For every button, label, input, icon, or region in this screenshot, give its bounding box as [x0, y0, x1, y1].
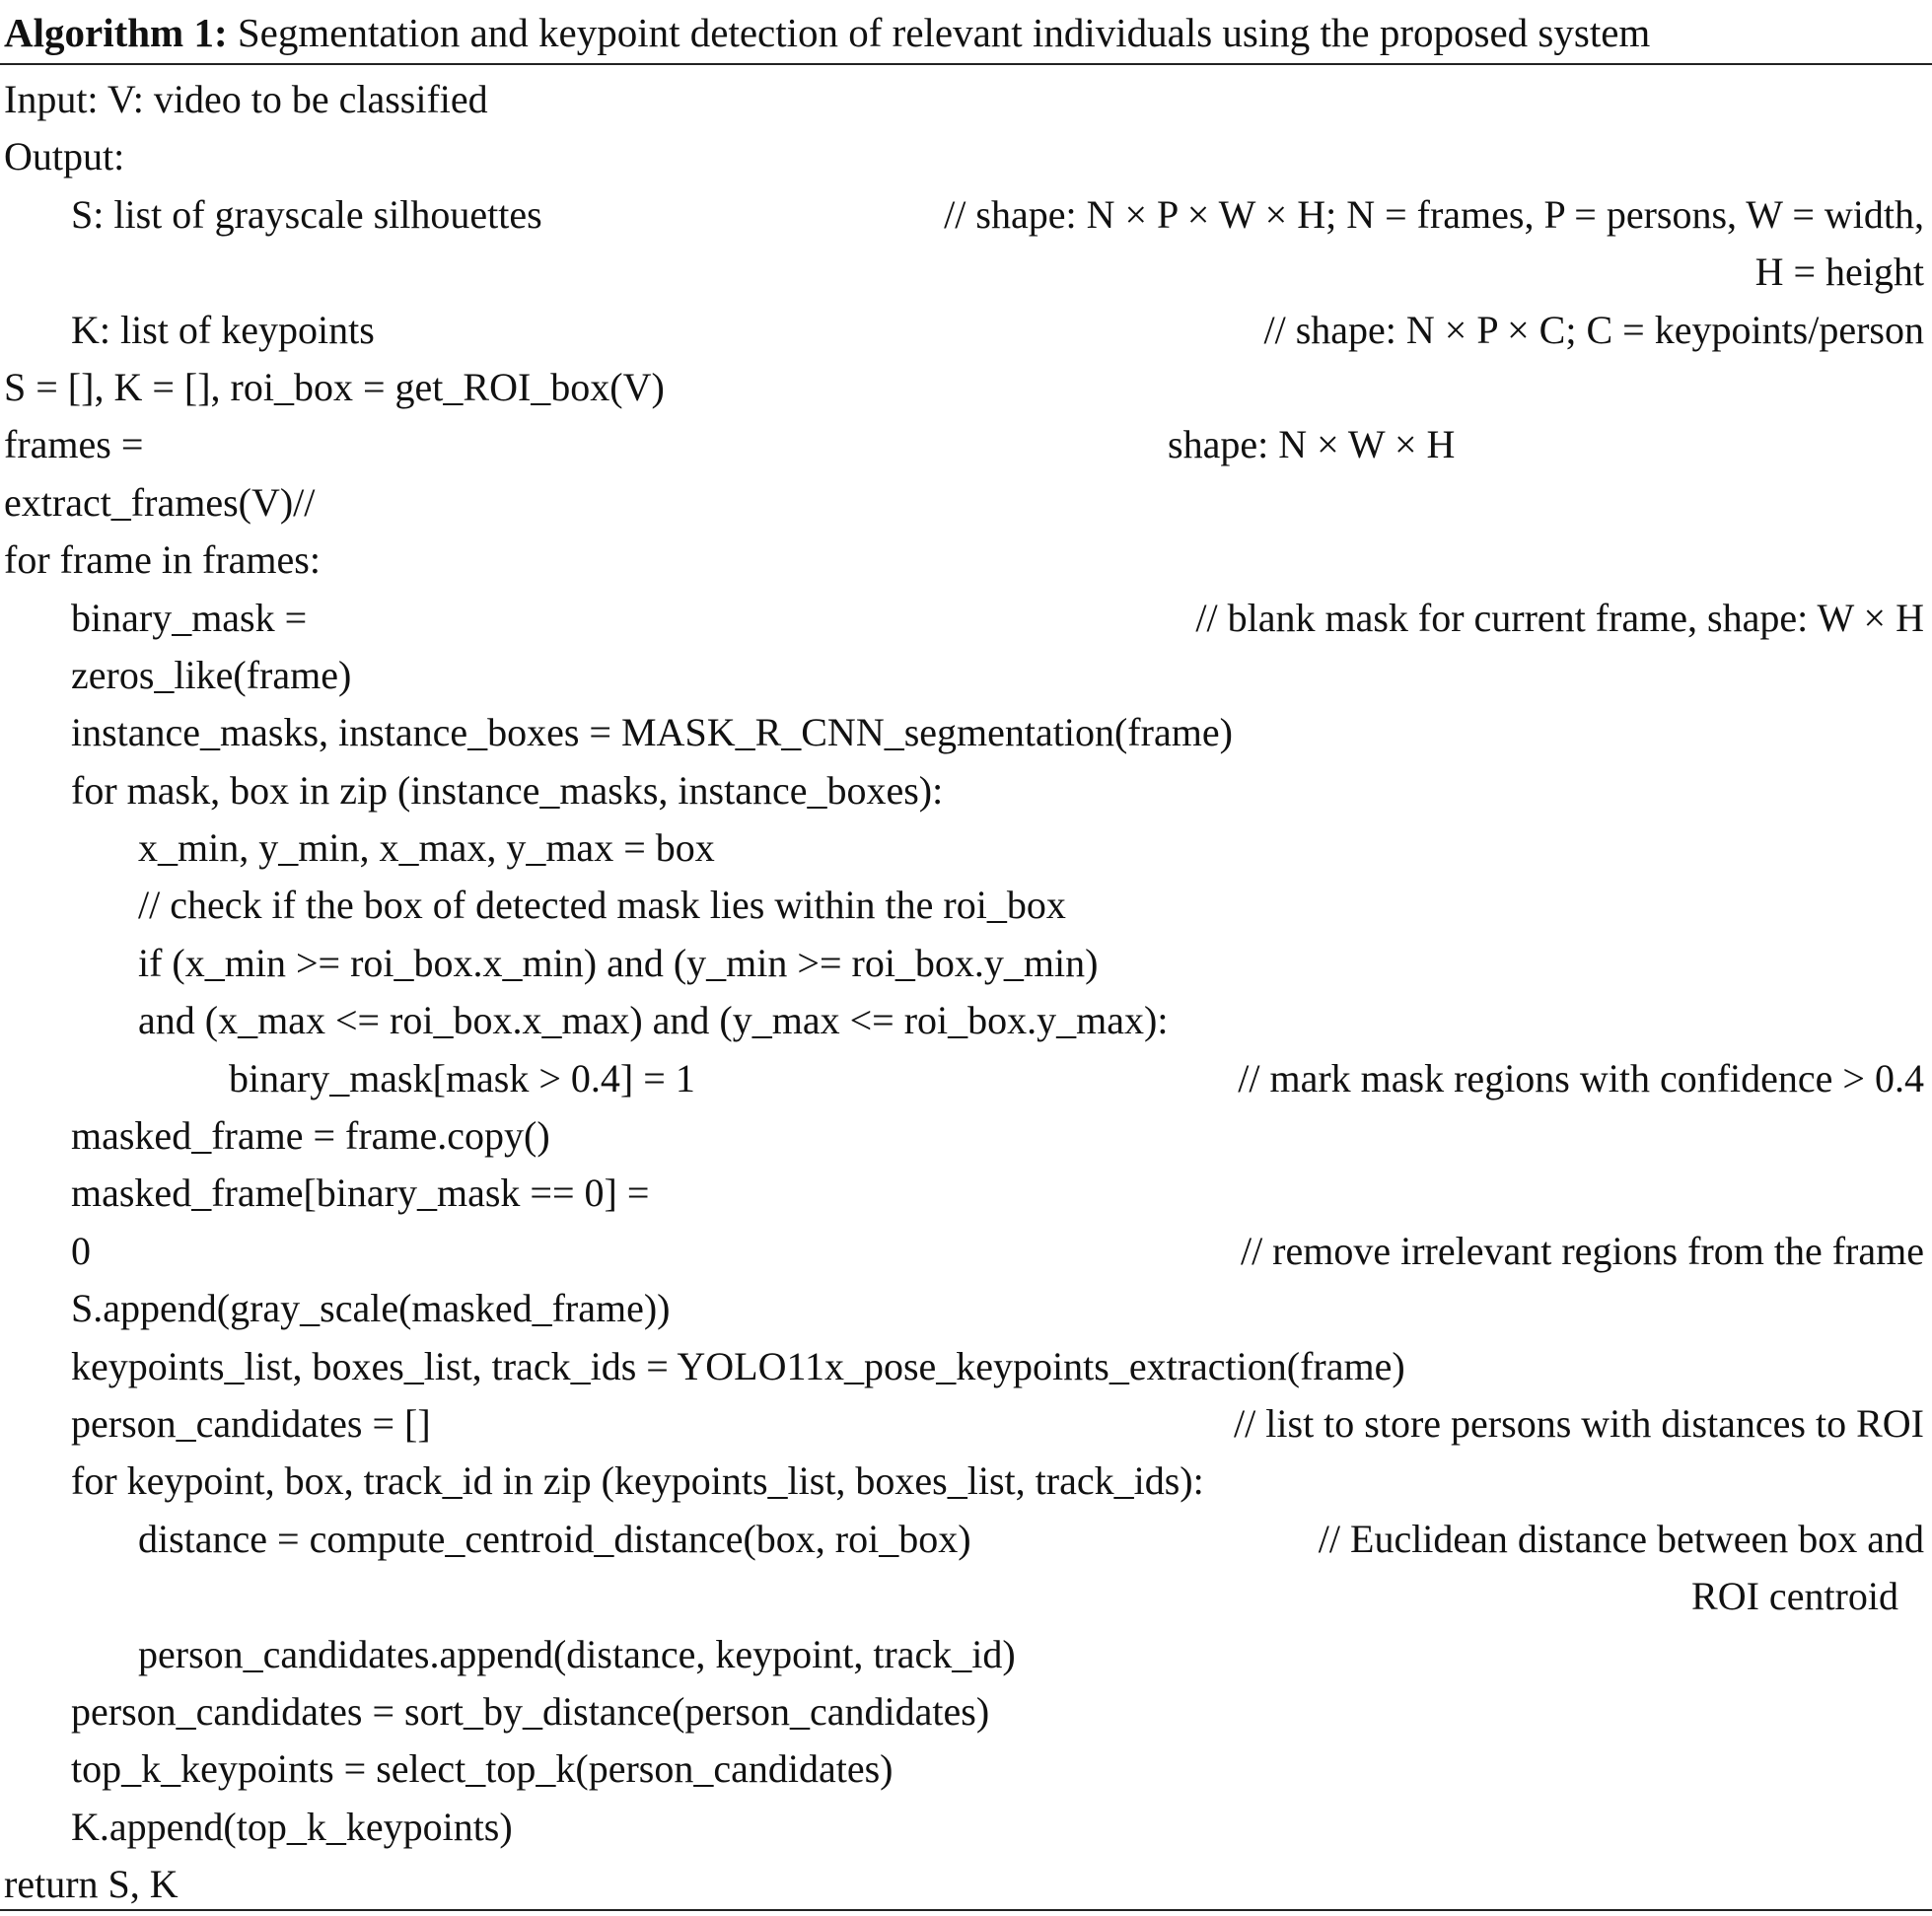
- top-rule: [0, 63, 1932, 65]
- code-text: 0: [71, 1228, 91, 1273]
- code-text: frames =: [4, 422, 144, 467]
- line-and-max: [0, 992, 1932, 1049]
- line-for-mask: [0, 762, 1932, 819]
- line-output-s-cont: [0, 244, 1932, 301]
- comment-text: // Euclidean distance between box and: [1318, 1516, 1924, 1561]
- line-mark-mask: [0, 1050, 1932, 1107]
- line-distance: [0, 1511, 1932, 1568]
- code-text: x_min, y_min, x_max, y_max = box: [138, 825, 715, 871]
- line-k-append: [0, 1799, 1932, 1856]
- line-if-min: [0, 935, 1932, 992]
- code-text: person_candidates = sort_by_distance(person_candidates): [71, 1688, 990, 1734]
- bottom-rule: [0, 1909, 1932, 1911]
- code-text: zeros_like(frame): [71, 652, 352, 697]
- comment-text: shape: N × W × H: [1168, 422, 1456, 467]
- code-text: S.append(gray_scale(masked_frame)): [71, 1286, 671, 1331]
- line-zeros-like: [0, 647, 1932, 704]
- code-text: Output:: [4, 134, 125, 179]
- code-text: extract_frames(V)//: [4, 479, 316, 525]
- algorithm-title: Segmentation and keypoint detection of relevant individuals using the proposed system: [237, 10, 1651, 55]
- code-text: keypoints_list, boxes_list, track_ids = YOLO11x_pose_keypoints_extraction(frame): [71, 1343, 1405, 1388]
- algorithm-body: [0, 71, 1932, 1914]
- comment-text: H = height: [1754, 249, 1924, 295]
- code-text: return S, K: [4, 1862, 179, 1907]
- comment-text: // blank mask for current frame, shape: W × H: [1195, 595, 1924, 640]
- line-top-k: [0, 1740, 1932, 1798]
- line-yolo-extraction: [0, 1338, 1932, 1395]
- line-zero-value: [0, 1223, 1932, 1280]
- comment-text: // shape: N × P × C; C = keypoints/person: [1263, 307, 1924, 352]
- code-text: masked_frame = frame.copy(): [71, 1113, 550, 1159]
- code-text: for keypoint, box, track_id in zip (keypoints_list, boxes_list, track_ids):: [71, 1458, 1204, 1504]
- code-text: binary_mask[mask > 0.4] = 1: [229, 1055, 695, 1100]
- code-text: binary_mask =: [71, 595, 308, 640]
- code-text: distance = compute_centroid_distance(box, roi_box): [138, 1516, 971, 1561]
- line-input: [0, 71, 1932, 128]
- line-for-keypoint: [0, 1453, 1932, 1510]
- line-for-frame: [0, 532, 1932, 589]
- code-text: K.append(top_k_keypoints): [71, 1804, 513, 1849]
- algorithm-title-row: [0, 4, 1650, 61]
- code-text: and (x_max <= roi_box.x_max) and (y_max <= roi_box.y_max):: [138, 998, 1169, 1043]
- line-s-append: [0, 1280, 1932, 1337]
- line-candidates-append: [0, 1626, 1932, 1683]
- code-text: Input: V: video to be classified: [4, 77, 488, 121]
- comment-text: ROI centroid: [1691, 1574, 1898, 1619]
- comment-text: // shape: N × P × W × H; N = frames, P = persons, W = width,: [944, 191, 1924, 237]
- code-text: S: list of grayscale silhouettes: [71, 191, 542, 237]
- line-output-k: [0, 302, 1932, 359]
- code-text: // check if the box of detected mask lies within the roi_box: [138, 883, 1066, 928]
- code-text: masked_frame[binary_mask == 0] =: [71, 1171, 650, 1216]
- line-frames: [0, 416, 1932, 473]
- line-box-unpack: [0, 819, 1932, 877]
- line-check-comment: [0, 877, 1932, 934]
- code-text: for mask, box in zip (instance_masks, instance_boxes):: [71, 767, 944, 813]
- code-text: person_candidates = []: [71, 1400, 431, 1446]
- code-text: for frame in frames:: [4, 537, 321, 583]
- code-text: if (x_min >= roi_box.x_min) and (y_min >= roi_box.y_min): [138, 940, 1099, 985]
- code-text: S = [], K = [], roi_box = get_ROI_box(V): [4, 364, 665, 409]
- algorithm-label: Algorithm 1:: [4, 10, 228, 55]
- comment-text: // list to store persons with distances to ROI: [1234, 1400, 1924, 1446]
- comment-text: // remove irrelevant regions from the frame: [1240, 1228, 1924, 1273]
- line-person-candidates-init: [0, 1395, 1932, 1453]
- line-distance-cont: [0, 1568, 1932, 1625]
- comment-text: // mark mask regions with confidence > 0.4: [1238, 1055, 1924, 1100]
- line-output: [0, 128, 1932, 185]
- line-masked-frame-zero: [0, 1165, 1932, 1222]
- line-output-s: [0, 186, 1932, 244]
- line-return: [0, 1856, 1932, 1913]
- line-init: [0, 359, 1932, 416]
- line-sort: [0, 1683, 1932, 1740]
- code-text: instance_masks, instance_boxes = MASK_R_CNN_segmentation(frame): [71, 710, 1233, 755]
- code-text: top_k_keypoints = select_top_k(person_candidates): [71, 1746, 894, 1792]
- line-instance-masks: [0, 704, 1932, 761]
- code-text: person_candidates.append(distance, keypoint, track_id): [138, 1631, 1016, 1676]
- line-extract-frames: [0, 474, 1932, 532]
- code-text: K: list of keypoints: [71, 307, 375, 352]
- line-masked-frame-copy: [0, 1107, 1932, 1165]
- line-binary-mask: [0, 590, 1932, 647]
